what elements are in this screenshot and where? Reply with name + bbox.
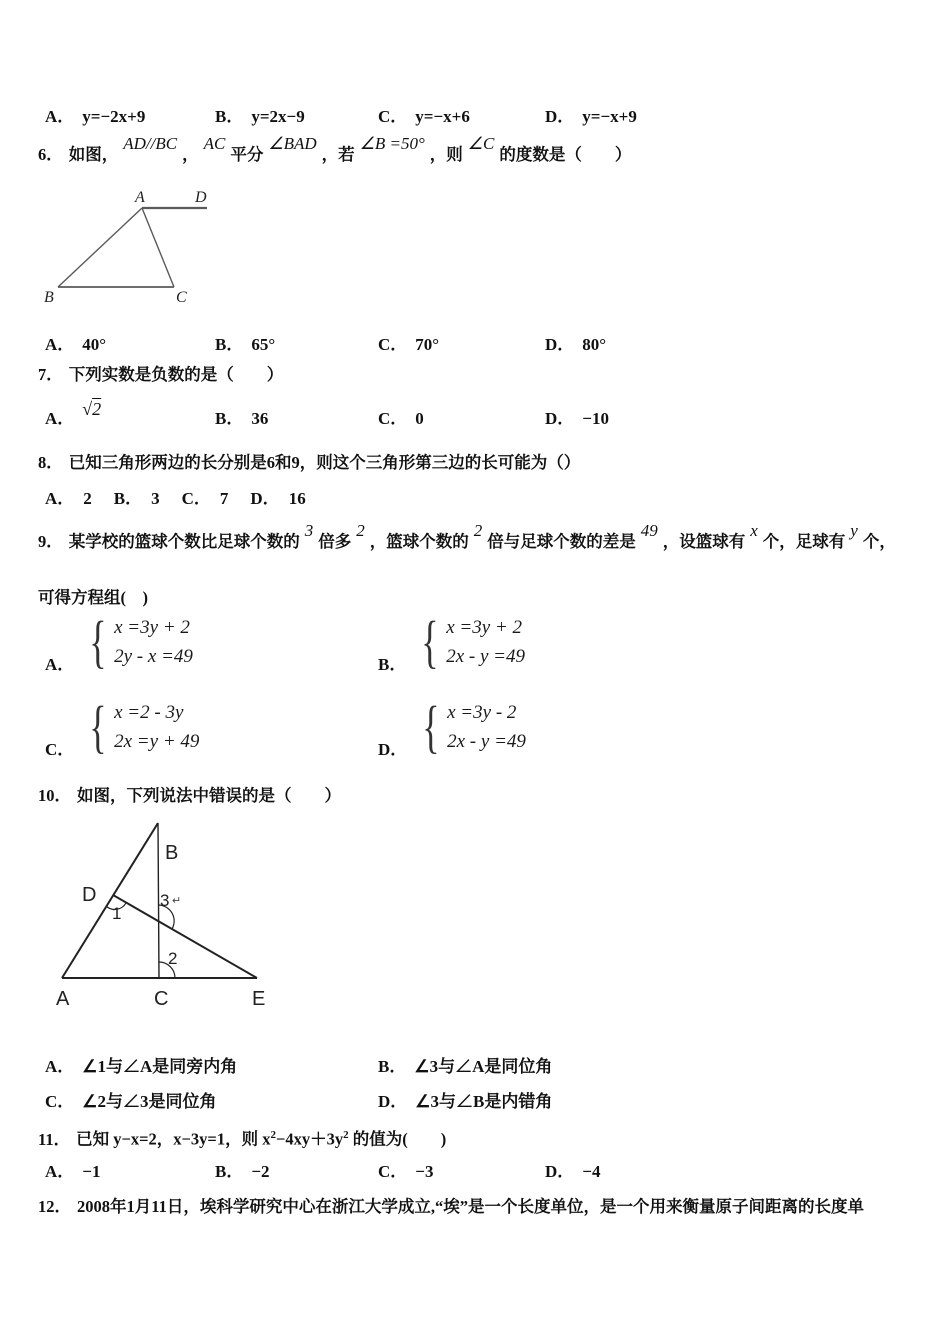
q5-option-d xyxy=(545,102,637,127)
q9-option-c xyxy=(45,694,200,759)
option-letter: C． xyxy=(45,1092,75,1111)
equation-system xyxy=(114,698,199,756)
option-letter: B． xyxy=(215,409,244,428)
question-number: 6． xyxy=(38,145,63,164)
vertex-label-d: D xyxy=(195,189,207,206)
vertex-label-a: A xyxy=(56,988,70,1010)
q9-question xyxy=(38,521,938,557)
q6-math-bad: ∠BAD xyxy=(268,134,317,153)
option-letter: D． xyxy=(378,1092,408,1111)
option-value: ∠3与∠B是内错角 xyxy=(415,1092,553,1111)
q9-text: 可得方程组( ) xyxy=(38,588,148,607)
q6-option-b xyxy=(215,330,275,355)
option-value: y=−x+9 xyxy=(582,107,637,126)
option-letter: A． xyxy=(45,107,75,126)
equation-line: 2x - y =49 xyxy=(446,646,525,667)
option-value: 40° xyxy=(82,335,107,354)
option-value: y=−x+6 xyxy=(415,107,470,126)
question-number: 11． xyxy=(38,1129,71,1149)
vertex-label-a: A xyxy=(135,189,145,206)
q11-question xyxy=(38,1120,446,1155)
option-value: 65° xyxy=(251,335,276,354)
equation-system xyxy=(447,698,526,756)
brace-left: { xyxy=(89,609,107,674)
q9-option-b xyxy=(378,609,525,674)
q9-text: ，设篮球有 xyxy=(662,532,746,551)
option-letter: C． xyxy=(378,1162,408,1181)
q6-option-c xyxy=(378,330,439,355)
brace-left: { xyxy=(421,609,439,674)
sqrt-expression xyxy=(82,399,101,419)
q7-option-a xyxy=(45,399,102,429)
vertex-label-b: B xyxy=(165,842,179,864)
q6-text: ，则 xyxy=(429,145,463,164)
q10-angles-figure xyxy=(55,815,285,1015)
q5-option-c xyxy=(378,102,470,127)
q9-text: 个，足球有 xyxy=(762,532,846,551)
option-value: −2 xyxy=(251,1162,270,1181)
option-letter: A． xyxy=(45,335,75,354)
q6-text: 的度数是（ ） xyxy=(499,145,632,164)
equation-line: 2x =y + 49 xyxy=(114,731,200,752)
q7-text: 下列实数是负数的是（ ） xyxy=(68,365,284,384)
q9-text: 倍多 xyxy=(318,532,352,551)
vertex-label-c: C xyxy=(176,289,187,306)
option-letter: D． xyxy=(378,740,408,759)
q8-text: 已知三角形两边的长分别是6和9，则这个三角形第三边的长可能为（） xyxy=(68,453,581,472)
option-letter: A． xyxy=(45,1162,75,1181)
question-number: 7． xyxy=(38,365,63,384)
q10-question xyxy=(38,781,341,811)
q9-math-2a: 2 xyxy=(356,521,365,540)
option-letter: B． xyxy=(215,1162,244,1181)
option-letter: C． xyxy=(45,740,75,759)
option-value: y=−2x+9 xyxy=(82,107,146,126)
q9-math-y: y xyxy=(850,521,858,540)
option-letter: D． xyxy=(545,1162,575,1181)
q6-option-d xyxy=(545,330,606,355)
option-value: 70° xyxy=(415,335,440,354)
equation-system xyxy=(114,613,193,671)
equation-line: x =3y + 2 xyxy=(446,617,522,638)
equation-system xyxy=(446,613,525,671)
option-value: 16 xyxy=(288,489,306,508)
option-letter: A． xyxy=(45,409,75,428)
equation-line: x =3y - 2 xyxy=(447,702,517,723)
q6-triangle-figure xyxy=(40,188,220,306)
q7-option-d xyxy=(545,404,609,429)
q9-math-49: 49 xyxy=(640,521,658,540)
q11-option-a xyxy=(45,1157,100,1182)
option-value: −4 xyxy=(582,1162,601,1181)
option-value: 3 xyxy=(151,489,160,508)
option-letter: B． xyxy=(378,655,407,674)
q12-question xyxy=(38,1192,938,1222)
option-letter: D． xyxy=(545,107,575,126)
q6-text: 平分 xyxy=(230,145,264,164)
question-number: 10． xyxy=(38,786,71,805)
q6-text: 如图， xyxy=(68,145,119,164)
angle3-label: 3 xyxy=(160,891,170,910)
q11-option-c xyxy=(378,1157,433,1182)
question-number: 8． xyxy=(38,453,63,472)
q9-math-2b: 2 xyxy=(473,521,483,540)
q9-text: 倍与足球个数的差是 xyxy=(487,532,636,551)
brace-left: { xyxy=(422,694,440,759)
paragraph-mark: ↵ xyxy=(172,895,182,907)
q8-question xyxy=(38,448,580,478)
option-value: ∠1与∠A是同旁内角 xyxy=(82,1057,238,1076)
option-value: 36 xyxy=(251,409,269,428)
option-value: −1 xyxy=(82,1162,101,1181)
vertex-label-c: C xyxy=(154,988,169,1010)
q9-option-a xyxy=(45,609,193,674)
q9-text: 个， xyxy=(862,532,896,551)
question-number: 9． xyxy=(38,532,63,551)
q11-text: 已知 y−x=2，x−3y=1，则 x xyxy=(76,1129,271,1149)
q5-option-a xyxy=(45,102,145,127)
q9-math-x: x xyxy=(750,521,758,540)
option-letter: D． xyxy=(250,489,280,508)
q6-math-adbc: AD//BC xyxy=(123,134,178,153)
q11-option-b xyxy=(215,1157,270,1182)
q11-text: −4xy＋3y xyxy=(275,1129,344,1149)
superscript: 2 xyxy=(270,1129,276,1141)
option-letter: D． xyxy=(545,409,575,428)
q10-option-b xyxy=(378,1052,552,1077)
q10-option-a xyxy=(45,1052,237,1077)
equation-line: 2y - x =49 xyxy=(114,646,193,667)
option-letter: C． xyxy=(378,107,408,126)
equation-line: 2x - y =49 xyxy=(447,731,526,752)
q9-text: 某学校的篮球个数比足球个数的 xyxy=(68,532,300,551)
option-letter: A． xyxy=(45,1057,75,1076)
option-letter: C． xyxy=(378,335,408,354)
q6-math-b50: ∠B =50° xyxy=(359,134,425,153)
q12-text: 2008年1月11日，埃科学研究中心在浙江大学成立,“埃”是一个长度单位，是一个用来衡量原子间距离的长度单 xyxy=(77,1197,864,1216)
q5-option-b xyxy=(215,102,305,127)
option-letter: D． xyxy=(545,335,575,354)
q11-text: 的值为( ) xyxy=(348,1129,447,1149)
q7-question xyxy=(38,360,283,390)
option-value: y=2x−9 xyxy=(251,107,305,126)
q11-option-d xyxy=(545,1157,600,1182)
option-letter: A． xyxy=(45,655,75,674)
option-value: 0 xyxy=(415,409,424,428)
option-value: 7 xyxy=(219,489,229,508)
option-letter: B． xyxy=(215,107,244,126)
radical-sign: √ xyxy=(82,399,93,419)
q7-option-c xyxy=(378,404,424,429)
q10-option-c xyxy=(45,1087,217,1112)
option-value: ∠2与∠3是同位角 xyxy=(82,1092,217,1111)
option-value: 80° xyxy=(582,335,607,354)
q10-option-d xyxy=(378,1087,552,1112)
question-number: 12． xyxy=(38,1197,71,1216)
q10-text: 如图，下列说法中错误的是（ ） xyxy=(77,786,341,805)
brace-left: { xyxy=(89,694,107,759)
q6-text: ，若 xyxy=(321,145,355,164)
q6-math-c: ∠C xyxy=(467,134,495,153)
vertex-label-d: D xyxy=(82,884,97,906)
q6-question xyxy=(38,134,632,170)
option-letter: C． xyxy=(378,409,408,428)
option-letter: B． xyxy=(113,489,143,508)
option-letter: B． xyxy=(378,1057,407,1076)
option-value: ∠3与∠A是同位角 xyxy=(414,1057,553,1076)
q9-text: ，篮球个数的 xyxy=(369,532,469,551)
q6-math-ac: AC xyxy=(203,134,226,153)
q9-option-d xyxy=(378,694,526,759)
angle2-label: 2 xyxy=(168,949,178,968)
q9-math-3: 3 xyxy=(304,521,314,540)
vertex-label-b: B xyxy=(44,289,54,306)
vertex-label-e: E xyxy=(252,988,266,1010)
equation-line: x =3y + 2 xyxy=(114,617,190,638)
radicand: 2 xyxy=(92,399,102,419)
option-value: −3 xyxy=(415,1162,434,1181)
q6-text: ， xyxy=(182,145,199,164)
option-letter: A． xyxy=(45,489,75,508)
q8-options-row xyxy=(45,484,306,509)
q7-option-b xyxy=(215,404,268,429)
option-letter: C． xyxy=(181,489,211,508)
option-value: 2 xyxy=(83,489,92,508)
option-letter: B． xyxy=(215,335,244,354)
superscript: 2 xyxy=(343,1129,349,1141)
option-value: −10 xyxy=(582,409,609,428)
q6-option-a xyxy=(45,330,106,355)
equation-line: x =2 - 3y xyxy=(114,702,184,723)
angle1-label: 1 xyxy=(112,904,122,923)
